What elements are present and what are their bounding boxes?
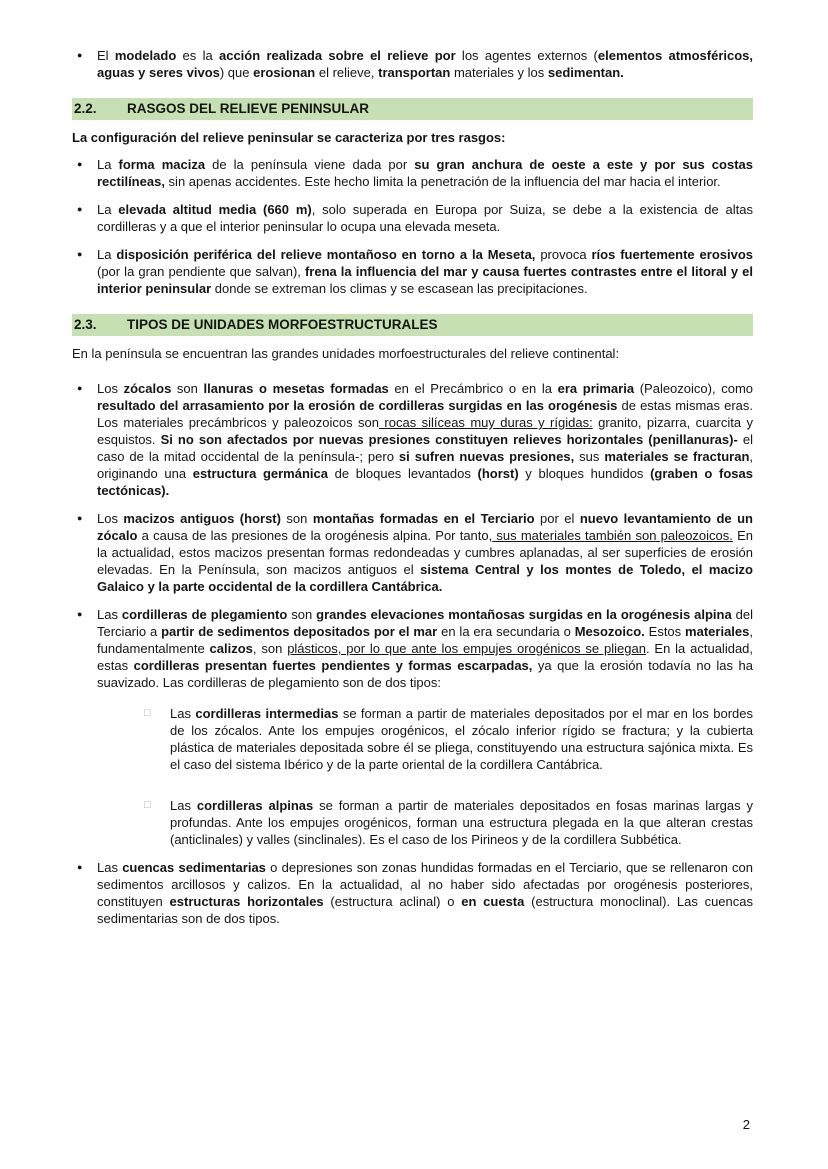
sub-list-item (144, 797, 753, 848)
section-2-3-list (72, 380, 753, 927)
paragraph-altitud-media: La elevada altitud media (660 m), solo superada en Europa por Suiza, se debe a la existencia de altas cordilleras y a que el interior peninsular lo ocupa una elevada meseta. (97, 202, 753, 234)
bullet-circle-icon: ● (77, 513, 83, 523)
paragraph-macizos-antiguos: Los macizos antiguos (horst) son montañas formadas en el Terciario por el nuevo levantamiento de un zócalo a causa de las presiones de la orogénesis alpina. Por tanto, sus materiales también son paleozoicos. En la actualidad, estos macizos presentan formas redondeadas y cumbres aplanadas, al ser superficies de erosión elevadas. En la Península, son macizos antiguos el sistema Central y los montes de Toledo, el macizo Galaico y la parte occidental de la cordillera Cantábrica. (97, 511, 753, 594)
bullet-circle-icon: ● (77, 159, 83, 169)
sub-list-item (144, 705, 753, 773)
list-item (72, 47, 753, 81)
paragraph-cordilleras-intermedias: Las cordilleras intermedias se forman a partir de materiales depositados por el mar en los bordes de los zócalos. Ante los empujes orogénicos, el zócalo inferior rígido se fractura; y la cubierta plástica de materiales depositada sobre él se pliega, constituyendo una estructura sajónica mixta. Es el caso del sistema Ibérico y de la parte oriental de la cordillera Cantábrica. (170, 706, 754, 772)
list-item (72, 859, 753, 927)
list-item (72, 201, 753, 235)
bullet-circle-icon: ● (77, 50, 83, 60)
bullet-circle-icon: ● (77, 204, 83, 214)
bullet-square-icon: □ (144, 799, 151, 811)
paragraph-forma-maciza: La forma maciza de la península viene dada por su gran anchura de oeste a este y por sus costas rectilíneas, sin apenas accidentes. Este hecho limita la penetración de la influencia del mar hacia el interior. (97, 157, 753, 189)
list-item (72, 246, 753, 297)
intro-list (72, 47, 753, 81)
paragraph-zocalos: Los zócalos son llanuras o mesetas formadas en el Precámbrico o en la era primaria (Paleozoico), como resultado del arrasamiento por la erosión de cordilleras surgidas en las orogénesis de estas mismas eras. Los materiales precámbricos y paleozoicos son rocas silíceas muy duras y rígidas: granito, pizarra, cuarcita y esquistos. Si no son afectados por nuevas presiones constituyen relieves horizontales (penillanuras)- el caso de la mitad occidental de la península-; pero si sufren nuevas presiones, sus materiales se fracturan, originando una estructura germánica de bloques levantados (horst) y bloques hundidos (graben o fosas tectónicas). (97, 381, 754, 498)
page-number: 2 (742, 1117, 750, 1132)
list-item (72, 156, 753, 190)
section-2-3-lead: En la península se encuentran las grandes unidades morfoestructurales del relieve continental: (72, 346, 620, 361)
list-item (72, 606, 753, 848)
bullet-circle-icon: ● (77, 609, 83, 619)
bullet-circle-icon: ● (77, 249, 83, 259)
section-2-2-lead: La configuración del relieve peninsular se caracteriza por tres rasgos: (72, 130, 506, 145)
paragraph-cuencas-sedimentarias: Las cuencas sedimentarias o depresiones son zonas hundidas formadas en el Terciario, que se rellenaron con sedimentos arcillosos y calizos. En la actualidad, al no haber sido afectadas por orogénesis posteriores, constituyen estructuras horizontales (estructura aclinal) o en cuesta (estructura monoclinal). Las cuencas sedimentarias son de dos tipos. (97, 860, 753, 926)
section-heading-2-2 (72, 98, 753, 120)
list-item (72, 380, 753, 499)
section-title: RASGOS DEL RELIEVE PENINSULAR (127, 101, 370, 116)
section-2-2-list (72, 156, 753, 297)
section-number: 2.3. (74, 317, 97, 332)
bullet-circle-icon: ● (77, 383, 83, 393)
section-heading-2-3 (72, 314, 753, 336)
bullet-circle-icon: ● (77, 862, 83, 872)
paragraph-disposicion-periferica: La disposición periférica del relieve montañoso en torno a la Meseta, provoca ríos fuertemente erosivos (por la gran pendiente que salvan), frena la influencia del mar y causa fuertes contrastes entre el litoral y el interior peninsular donde se extreman los climas y se escasean las precipitaciones. (97, 247, 754, 296)
cordilleras-sublist (97, 705, 753, 848)
paragraph-modelado: El modelado es la acción realizada sobre el relieve por los agentes externos (elementos atmosféricos, aguas y seres vivos) que erosionan el relieve, transportan materiales y los sedimentan. (97, 48, 753, 80)
bullet-square-icon: □ (144, 707, 151, 719)
list-item (72, 510, 753, 595)
section-title: TIPOS DE UNIDADES MORFOESTRUCTURALES (127, 317, 438, 332)
paragraph-cordilleras-plegamiento: Las cordilleras de plegamiento son grandes elevaciones montañosas surgidas en la orogénesis alpina del Terciario a partir de sedimentos depositados por el mar en la era secundaria o Mesozoico. Estos materiales, fundamentalmente calizos, son plásticos, por lo que ante los empujes orogénicos se pliegan. En la actualidad, estas cordilleras presentan fuertes pendientes y formas escarpadas, ya que la erosión todavía no las ha suavizado. Las cordilleras de plegamiento son de dos tipos: (97, 607, 754, 690)
paragraph-cordilleras-alpinas: Las cordilleras alpinas se forman a partir de materiales depositados en fosas marinas largas y profundas. Ante los empujes orogénicos, forman una estructura plegada en la que alteran crestas (anticlinales) y valles (sinclinales). Es el caso de los Pirineos y de la cordillera Subbética. (170, 798, 754, 847)
section-number: 2.2. (74, 101, 97, 116)
